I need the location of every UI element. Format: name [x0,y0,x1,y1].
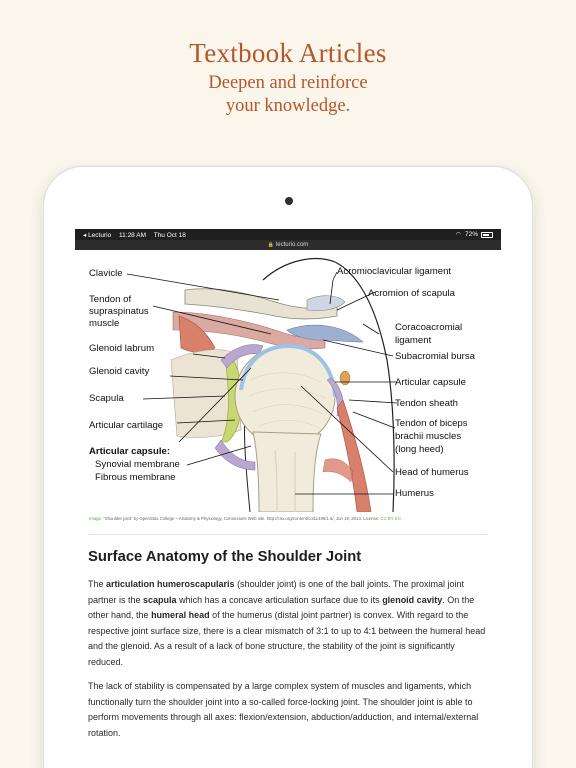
caption-license-link[interactable]: CC BY 3.0 [380,516,401,521]
p1-text-3: which has a concave articulation surface due to its [176,594,383,605]
label-articular-capsule-heading: Articular capsule: [89,446,171,457]
url-bar[interactable] [75,240,501,250]
p1-text-1: The [88,579,107,589]
tablet-screen [75,229,501,768]
article-paragraph-1 [88,577,490,670]
label-ligament: ligament [395,335,432,346]
label-tendon-sheath: Tendon sheath [395,398,458,409]
p1-bold-glenoid-cavity: glenoid cavity [382,594,443,605]
label-acromion-of-scapula: Acromion of scapula [368,288,455,299]
label-scapula: Scapula [89,393,124,404]
p1-text-2: (shoulder joint) is one of the ball joints. The proximal joint partner is the [88,579,465,605]
label-tendon-of: Tendon of [89,294,132,305]
shoulder-joint-figure [75,250,501,512]
promo-subtitle-line-1: Deepen and reinforce [208,73,368,93]
camera-dot [285,197,293,205]
status-bar [75,229,501,240]
label-tendon-of-biceps: Tendon of biceps [395,418,468,429]
caption-body: “Shoulder joint” by OpenStax College – Anatomy & Physiology, Connexions Web site. http://cnx.org/content/col11496/1.6/, Jun 19, 2013. License: [103,516,381,521]
label-humerus: Humerus [395,488,434,499]
label-supraspinatus: supraspinatus [89,306,149,317]
p1-text-5: of the humerus (distal joint partner) is convex. With regard to the respective joint surface size, there is a clear mismatch of 3:1 to up to 4:1 between the humeral head and the glenoid. As a result of a lack of bone structure, the stability of the joint is significantly reduced. [88,610,486,667]
label-synovial-membrane: Synovial membrane [95,459,180,470]
battery-icon [481,232,493,238]
label-subacromial-bursa: Subacromial bursa [395,351,475,362]
label-head-of-humerus: Head of humerus [395,467,469,478]
status-date: Thu Oct 18 [153,231,186,239]
label-clavicle: Clavicle [89,268,123,279]
wifi-icon: ◠ [455,232,461,238]
back-to-app-link[interactable]: ◂ Lecturio [83,231,112,239]
label-fibrous-membrane: Fibrous membrane [95,472,176,483]
promo-subtitle [0,72,576,118]
lock-icon: 🔒 [267,242,274,248]
promo-subtitle-line-2: your knowledge. [225,96,351,116]
p1-text-4: . On the other hand, the [88,594,475,620]
article-body [88,549,490,750]
article-heading: Surface Anatomy of the Shoulder Joint [88,549,362,565]
label-articular-cartilage: Articular cartilage [89,420,164,431]
status-time: 11:28 AM [119,231,146,239]
label-articular-capsule: Articular capsule [395,377,466,388]
label-brachii-muscles: brachii muscles [395,431,462,442]
p1-bold-articulation: articulation humeroscapularis [106,579,235,589]
label-coracoacromial: Coracoacromial [395,322,463,333]
battery-percent: 72% [464,231,478,238]
label-glenoid-cavity: Glenoid cavity [89,366,150,377]
p1-bold-scapula: scapula [143,594,177,605]
label-long-heed: (long heed) [395,444,444,455]
article-paragraph-2: The lack of stability is compensated by a large complex system of muscles and ligaments, which functionally turn the shoulder joint into a so-called force-locking joint. The shoulder joint is able to perform movements through all axes: flexion/extension, abduction/adduction, and internal/external rotation. [88,681,479,738]
promo-title: Textbook Articles [189,38,387,68]
p1-bold-humeral-head: humeral head [151,610,210,620]
caption-prefix: Image: [89,516,104,521]
image-caption [89,516,489,521]
label-glenoid-labrum: Glenoid labrum [89,343,155,354]
url-text: lecturio.com [275,242,309,248]
label-acromioclavicular-ligament: Acromioclavicular ligament [337,266,452,277]
label-muscle: muscle [89,318,120,329]
section-divider [89,534,487,535]
